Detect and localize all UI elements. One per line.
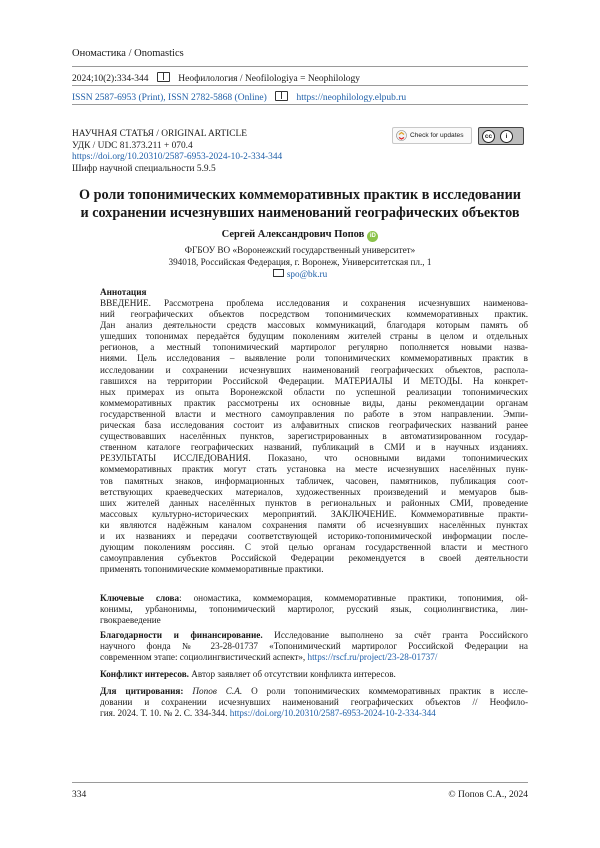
book-icon (275, 91, 288, 101)
abstract-line: ВВЕДЕНИЕ. Рассмотрена проблема исследования и сохранения исчезнувших наименова- (100, 298, 528, 308)
funding-text: современном этапе: социолингвистический аспект», (100, 652, 308, 663)
funding-label: Благодарности и финансирование. (100, 630, 263, 640)
journal-meta-line (72, 72, 360, 84)
funding-text: научного фонда № 23-28-01737 «Топонимический мартиролог Российской Федерации на (100, 641, 528, 652)
article-doi-link[interactable]: https://doi.org/10.20310/2587-6953-2024-10-2-334-344 (72, 152, 283, 163)
author-name: Сергей Александрович Попов (221, 229, 365, 240)
journal-titles: Неофилология / Neofilologiya = Neophilology (178, 74, 361, 84)
article-title (72, 186, 528, 222)
conflict-text: Автор заявляет об отсутствии конфликта интересов. (188, 669, 396, 679)
check-updates-label: Check for updates (410, 132, 464, 139)
abstract-line: ших жителей данных населённых пунктов в региональных и районных СМИ, проведение (100, 497, 528, 508)
author-address: 394018, Российская Федерация, г. Воронеж, Университетская пл., 1 (168, 257, 432, 267)
footer-divider (72, 782, 528, 783)
abstract-line: и их названиях и передачи соответствующей историко-топонимической информации после- (100, 530, 528, 541)
abstract-line: рическая база исследования состоит из алфавитных списков географических названий ранее (100, 420, 528, 431)
cite-text: О роли топонимических коммеморативных практик в иссле- (242, 686, 528, 696)
conflict-block (100, 669, 528, 680)
journal-url-link[interactable]: https://neophilology.elpub.ru (296, 93, 407, 103)
cc-by-license-badge[interactable] (478, 127, 524, 145)
article-udk: УДК / UDC 81.373.211 + 070.4 (72, 140, 193, 151)
abstract-line: ний географических объектов посредством топонимических коммеморативных практик. (100, 309, 528, 320)
keywords-text: : ономастика, коммеморация, коммеморативные практики, топонимия, ой- (179, 593, 528, 603)
abstract-line: гавшихся на территории Российской Федерации. МАТЕРИАЛЫ И МЕТОДЫ. На конкрет- (100, 375, 528, 386)
book-icon (157, 72, 170, 82)
title-line: и сохранении исчезнувших наименований географических объектов (80, 205, 520, 221)
author-org: ФГБОУ ВО «Воронежский государственный университет» (184, 245, 416, 255)
abstract-line: тов памятных знаков, информационных табличек, часовен, памятников, публикация соот- (100, 475, 528, 486)
mail-icon (273, 269, 284, 277)
abstract-line: самоуправления субъектов Российской Федерации рекомендуется в своей деятельности (100, 553, 528, 564)
issn-divider (72, 104, 528, 105)
conflict-label: Конфликт интересов. (100, 669, 189, 679)
article-info (72, 129, 282, 175)
article-specialty: Шифр научной специальности 5.9.5 (72, 163, 216, 174)
by-icon: i (500, 130, 513, 143)
cite-author: Попов С.А. (183, 686, 243, 696)
check-for-updates-badge[interactable] (392, 127, 472, 144)
author-line (72, 229, 528, 242)
abstract-line: исследовании и сохранении исчезнувших наименований географических объектов, распола- (100, 364, 528, 375)
cc-icon: cc (482, 130, 495, 143)
cite-text: довании и сохранении исчезнувших наименований географических объектов // Неофило- (100, 697, 528, 708)
meta-divider (72, 85, 528, 86)
abstract-line: существовавших населённых пунктов, зарегистрированных в автоматизированном государ- (100, 431, 528, 442)
abstract-line: ниями. Цель исследования – выявление роли топонимических коммеморативных практик в (100, 353, 528, 364)
article-type: НАУЧНАЯ СТАТЬЯ / ORIGINAL ARTICLE (72, 129, 247, 139)
keywords-block (100, 593, 528, 626)
abstract-line: коммеморативных практик могут стать установка на месте исчезнувших населённых пунк- (100, 464, 528, 475)
abstract-line: ушедших топонимах передаётся будущим поколениям жителей страны в целом и отдельных (100, 331, 528, 342)
cite-doi-link[interactable]: https://doi.org/10.20310/2587-6953-2024-10-2-334-344 (229, 708, 436, 719)
abstract-body (100, 298, 528, 575)
abstract-line: Дан анализ деятельности средств массовых коммуникаций, благодаря которым память об (100, 320, 528, 331)
copyright: © Попов С.А., 2024 (448, 790, 528, 800)
rscf-project-link[interactable]: https://rscf.ru/project/23-28-01737/ (307, 652, 438, 663)
abstract-line: массовых культурно-исторических мероприятий. ЗАКЛЮЧЕНИЕ. Коммеморативные практи- (100, 508, 528, 519)
page-number: 334 (72, 790, 87, 800)
abstract-line: государственной власти и местного самоуправления по работе в этом направлении. Эмпи- (100, 408, 528, 419)
check-updates-icon (396, 130, 407, 141)
abstract-line: ки являются надёжным каналом сохранения памяти об исчезнувших населённых пунктах (100, 519, 528, 530)
issn-line (72, 91, 406, 103)
abstract-line: ветствующих краеведческих материалов, художественных произведений и мемуаров быв- (100, 486, 528, 497)
author-email-link[interactable]: spo@bk.ru (286, 269, 328, 279)
funding-text: Исследование выполнено за счёт гранта Российского (262, 630, 528, 640)
keywords-text: конимы, урбанонимы, топонимический мартиролог, русский язык, социолингвистика, лин- (100, 604, 528, 615)
keywords-label: Ключевые слова (100, 593, 180, 603)
abstract-line: дующим поколениям россиян. С этой целью органам государственной власти и местного (100, 542, 528, 553)
abstract-heading: Аннотация (100, 287, 147, 297)
abstract-line: ных примерах из опыта Воронежской области по успешной реализации топонимических (100, 386, 528, 397)
citation-block (100, 686, 528, 719)
cite-label: Для цитирования: (100, 686, 184, 696)
cite-text: гия. 2024. Т. 10. № 2. С. 334-344. (100, 708, 230, 719)
issn: ISSN 2587-6953 (Print), ISSN 2782-5868 (Online) (72, 93, 267, 103)
header-divider (72, 66, 528, 67)
abstract-line: применять топонимические коммеморативные практики. (100, 564, 324, 575)
author-email-line (72, 269, 528, 279)
citation-line: 2024;10(2):334-344 (72, 74, 149, 84)
abstract-line: РЕЗУЛЬТАТЫ ИССЛЕДОВАНИЯ. Показано, что основными видами топонимических (100, 453, 528, 464)
abstract-line: регионов, а местный топонимический мартиролог регулярно пополняется новыми назва- (100, 342, 528, 353)
abstract-line: коммеморативных практик рассмотрены их основные виды, даны рекомендации органам (100, 397, 528, 408)
keywords-text: гвокраеведение (100, 615, 161, 626)
abstract-line: ственном каталоге географических названий, публикаций в СМИ и в научных изданиях. (100, 442, 528, 453)
orcid-icon[interactable]: iD (367, 231, 378, 242)
title-line: О роли топонимических коммеморативных практик в исследовании (79, 187, 521, 203)
funding-block (100, 630, 528, 663)
journal-name: Ономастика / Onomastics (72, 48, 184, 59)
